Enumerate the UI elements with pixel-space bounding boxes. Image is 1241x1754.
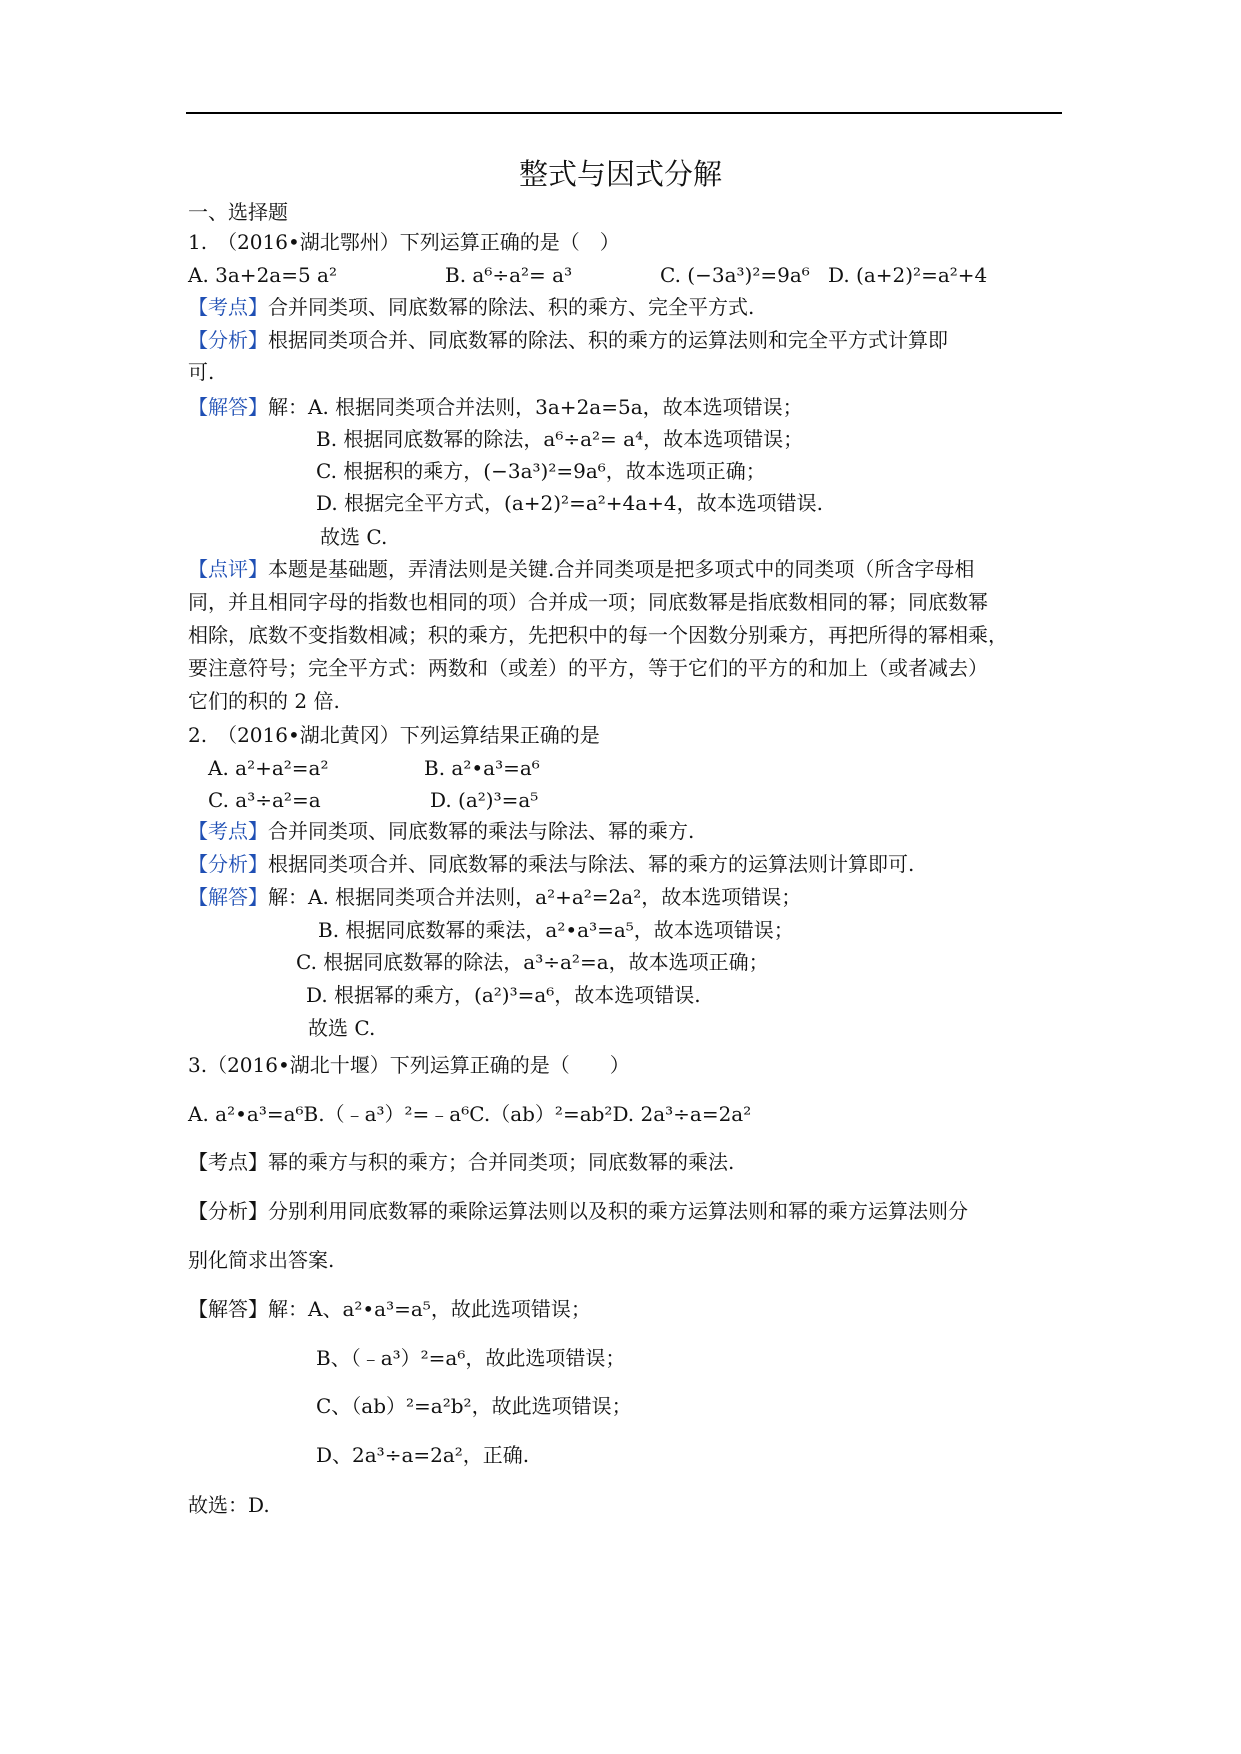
- q1-dianping-4: 要注意符号；完全平方式：两数和（或差）的平方，等于它们的平方的和加上（或者减去）: [188, 656, 988, 680]
- q1-option-a: A. 3a+2a=5 a²: [188, 263, 337, 287]
- q1-fenxi-text-1: 根据同类项合并、同底数幂的除法、积的乘方的运算法则和完全平方式计算即: [268, 328, 948, 352]
- q1-jieda-end: 故选 C.: [320, 525, 388, 549]
- q2-stem: 2. （2016•湖北黄冈）下列运算结果正确的是: [188, 723, 600, 747]
- jieda-tag: 【解答】: [188, 395, 268, 419]
- q3-jieda: [188, 1296, 591, 1322]
- q2-jieda-head: 解：A. 根据同类项合并法则，a²+a²=2a²，故本选项错误；: [268, 885, 802, 909]
- q1-dianping-2: 同，并且相同字母的指数也相同的项）合并成一项；同底数幂是指底数相同的幂；同底数幂: [188, 590, 988, 614]
- q1-jieda-b: B. 根据同底数幂的除法，a⁶÷a²= a⁴，故本选项错误；: [316, 427, 804, 451]
- q1-jieda-d: D. 根据完全平方式，(a+2)²=a²+4a+4，故本选项错误.: [316, 491, 824, 515]
- q2-fenxi: [188, 851, 914, 877]
- fenxi-tag: 【分析】: [188, 328, 268, 352]
- jieda-tag: 【解答】: [188, 1297, 268, 1321]
- q2-options-row-2: [208, 787, 808, 813]
- q1-option-b: B. a⁶÷a²= a³: [445, 263, 573, 287]
- q3-answer: 故选：D.: [188, 1493, 270, 1517]
- section-heading: 一、选择题: [188, 200, 288, 224]
- q1-fenxi-cont: 可.: [188, 360, 215, 384]
- q2-options-row-1: [208, 755, 808, 781]
- q1-jieda-c: C. 根据积的乘方，(−3a³)²=9a⁶，故本选项正确；: [316, 459, 766, 483]
- q3-fenxi: [188, 1198, 968, 1224]
- q1-option-d: D. (a+2)²=a²+4: [828, 263, 988, 287]
- q2-option-b: B. a²•a³=a⁶: [424, 756, 540, 780]
- dianping-tag: 【点评】: [188, 557, 268, 581]
- header-rule: [186, 112, 1062, 114]
- q2-option-a: A. a²+a²=a²: [208, 756, 329, 780]
- q1-jieda: [188, 394, 803, 420]
- q3-fenxi-text-1: 分别利用同底数幂的乘除运算法则以及积的乘方运算法则和幂的乘方运算法则分: [268, 1199, 968, 1223]
- q2-option-d: D. (a²)³=a⁵: [430, 788, 539, 812]
- q1-stem: 1. （2016•湖北鄂州）下列运算正确的是（ ）: [188, 230, 620, 254]
- q1-kaodian: [188, 294, 754, 320]
- q3-jieda-b: B、（﹣a³）²=a⁶，故此选项错误；: [316, 1346, 626, 1370]
- q3-jieda-c: C、（ab）²=a²b²，故此选项错误；: [316, 1394, 632, 1418]
- q1-jieda-head: 解：A. 根据同类项合并法则，3a+2a=5a，故本选项错误；: [268, 395, 803, 419]
- kaodian-tag: 【考点】: [188, 819, 268, 843]
- page-title: 整式与因式分解: [518, 157, 722, 191]
- q1-dianping-5: 它们的积的 2 倍.: [188, 689, 340, 713]
- q2-jieda: [188, 884, 801, 910]
- q2-jieda-d: D. 根据幂的乘方，(a²)³=a⁶，故本选项错误.: [306, 983, 701, 1007]
- q2-jieda-end: 故选 C.: [308, 1016, 376, 1040]
- fenxi-tag: 【分析】: [188, 852, 268, 876]
- q3-stem: 3.（2016•湖北十堰）下列运算正确的是（ ）: [188, 1053, 630, 1077]
- kaodian-tag: 【考点】: [188, 1150, 268, 1174]
- q1-dianping-3: 相除，底数不变指数相减；积的乘方，先把积中的每一个因数分别乘方，再把所得的幂相乘，: [188, 623, 1008, 647]
- q3-options: A. a²•a³=a⁶B.（﹣a³）²=﹣a⁶C.（ab）²=ab²D. 2a³÷a=2a²: [188, 1102, 752, 1126]
- kaodian-tag: 【考点】: [188, 295, 268, 319]
- q2-jieda-c: C. 根据同底数幂的除法，a³÷a²=a，故本选项正确；: [296, 950, 769, 974]
- q2-kaodian: [188, 818, 694, 844]
- q1-options: [188, 262, 1048, 288]
- q1-fenxi: [188, 327, 948, 353]
- jieda-tag: 【解答】: [188, 885, 268, 909]
- q3-kaodian: [188, 1149, 734, 1175]
- q3-kaodian-text: 幂的乘方与积的乘方；合并同类项；同底数幂的乘法.: [268, 1150, 735, 1174]
- q1-kaodian-text: 合并同类项、同底数幂的除法、积的乘方、完全平方式.: [268, 295, 755, 319]
- q1-option-c: C. (−3a³)²=9a⁶: [660, 263, 810, 287]
- q2-fenxi-text: 根据同类项合并、同底数幂的乘法与除法、幂的乘方的运算法则计算即可.: [268, 852, 915, 876]
- q1-dianping: [188, 556, 974, 582]
- q2-jieda-b: B. 根据同底数幂的乘法，a²•a³=a⁵，故本选项错误；: [318, 918, 794, 942]
- q3-jieda-head: 解：A、a²•a³=a⁵，故此选项错误；: [268, 1297, 591, 1321]
- q2-kaodian-text: 合并同类项、同底数幂的乘法与除法、幂的乘方.: [268, 819, 695, 843]
- q2-option-c: C. a³÷a²=a: [208, 788, 321, 812]
- q1-dianping-text-1: 本题是基础题，弄清法则是关键.合并同类项是把多项式中的同类项（所含字母相: [268, 557, 975, 581]
- q3-jieda-d: D、2a³÷a=2a²，正确.: [316, 1443, 530, 1467]
- fenxi-tag: 【分析】: [188, 1199, 268, 1223]
- q3-fenxi-cont: 别化简求出答案.: [188, 1248, 335, 1272]
